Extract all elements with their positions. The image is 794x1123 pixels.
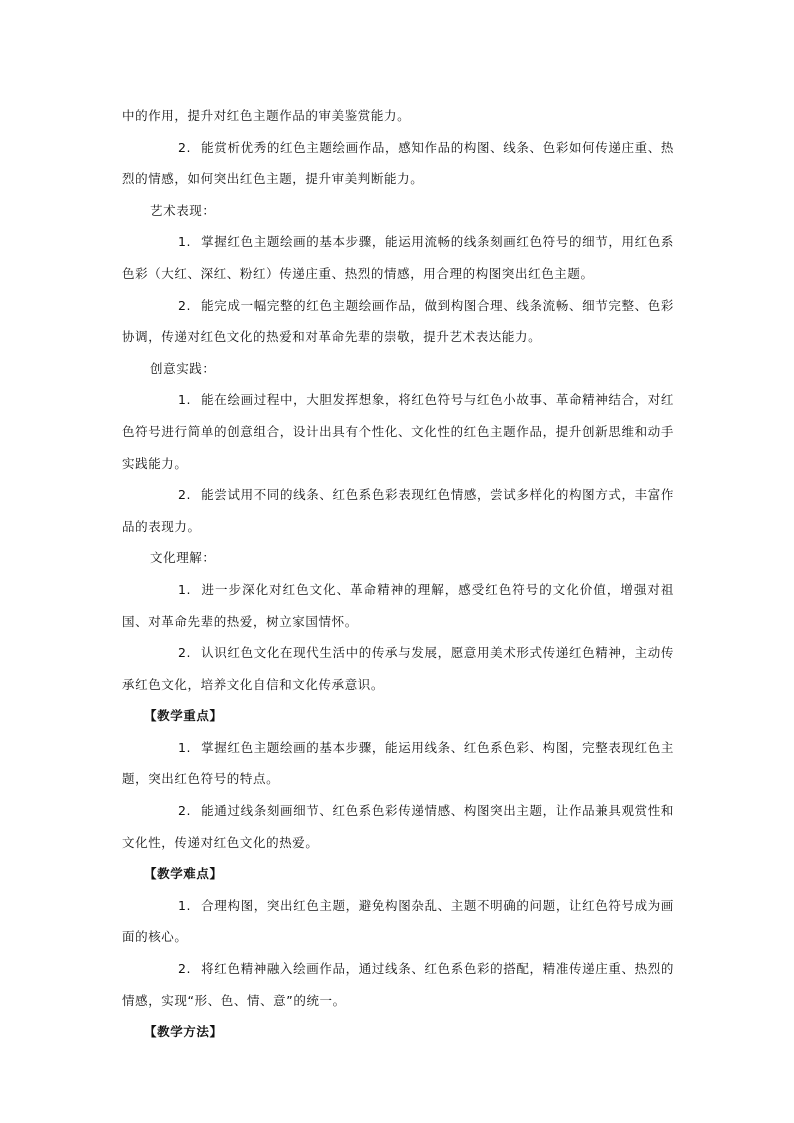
item-text: 掌握红色主题绘画的基本步骤，能运用线条、红色系色彩、构图，完整表现红色主题，突出红色符号的特点。: [122, 739, 674, 787]
heading-text: 【教学重点】: [144, 708, 223, 724]
section-heading-teaching-difficulty: [122, 858, 674, 890]
item-number: 1.: [178, 392, 192, 408]
item-text: 进一步深化对红色文化、革命精神的理解，感受红色符号的文化价值，增强对祖国、对革命先辈的热爱，树立家国情怀。: [122, 581, 674, 629]
item-text: 认识红色文化在现代生活中的传承与发展，愿意用美术形式传递红色精神，主动传承红色文化，培养文化自信和文化传承意识。: [122, 645, 674, 692]
item-number: 2.: [178, 803, 192, 819]
item-text: 能完成一幅完整的红色主题绘画作品，做到构图合理、线条流畅、细节完整、色彩协调，传递对红色文化的热爱和对革命先辈的崇敬，提升艺术表达能力。: [122, 297, 674, 345]
list-item: [122, 890, 674, 953]
list-item: [122, 479, 674, 542]
list-item: [122, 132, 674, 195]
section-heading-teaching-focus: [122, 700, 674, 732]
section-heading-teaching-method: [122, 1016, 674, 1048]
heading-text: 艺术表现：: [150, 202, 216, 218]
item-number: 1.: [178, 897, 192, 913]
item-text: 将红色精神融入绘画作品，通过线条、红色系色彩的搭配，精准传递庄重、热烈的情感，实现“形、色、情、意”的统一。: [122, 961, 674, 1008]
section-heading-cultural-understanding: [122, 542, 674, 574]
document-body: [122, 100, 674, 1048]
list-item: [122, 953, 674, 1016]
item-number: 2.: [178, 645, 192, 661]
item-number: 1.: [178, 739, 192, 755]
item-number: 2.: [178, 487, 192, 503]
item-text: 能通过线条刻画细节、红色系色彩传递情感、构图突出主题，让作品兼具观赏性和文化性，传递对红色文化的热爱。: [122, 803, 674, 850]
item-text: 掌握红色主题绘画的基本步骤，能运用流畅的线条刻画红色符号的细节，用红色系色彩（大红、深红、粉红）传递庄重、热烈的情感，用合理的构图突出红色主题。: [122, 234, 674, 281]
heading-text: 【教学难点】: [144, 866, 223, 882]
list-item: [122, 574, 674, 637]
list-item: [122, 290, 674, 353]
item-text: 能尝试用不同的线条、红色系色彩表现红色情感，尝试多样化的构图方式，丰富作品的表现力。: [122, 487, 674, 534]
item-text: 合理构图，突出红色主题，避免构图杂乱、主题不明确的问题，让红色符号成为画面的核心。: [122, 897, 674, 945]
section-heading-creative-practice: [122, 353, 674, 385]
list-item: [122, 637, 674, 700]
heading-text: 文化理解：: [150, 550, 216, 566]
list-item: [122, 732, 674, 795]
list-item: [122, 226, 674, 289]
list-item: [122, 384, 674, 479]
heading-text: 创意实践：: [150, 360, 216, 376]
list-item: [122, 795, 674, 858]
item-number: 1.: [178, 581, 192, 597]
paragraph-text: 中的作用，提升对红色主题作品的审美鉴赏能力。: [122, 108, 411, 123]
item-text: 能赏析优秀的红色主题绘画作品，感知作品的构图、线条、色彩如何传递庄重、热烈的情感，如何突出红色主题，提升审美判断能力。: [122, 139, 674, 187]
item-number: 2.: [178, 139, 192, 155]
section-heading-art-expression: [122, 195, 674, 227]
heading-text: 【教学方法】: [144, 1024, 223, 1040]
paragraph-continuation: [122, 100, 674, 132]
item-number: 1.: [178, 234, 192, 250]
item-text: 能在绘画过程中，大胆发挥想象，将红色符号与红色小故事、革命精神结合，对红色符号进行简单的创意组合，设计出具有个性化、文化性的红色主题作品，提升创新思维和动手实践能力。: [122, 392, 674, 471]
item-number: 2.: [178, 961, 192, 977]
item-number: 2.: [178, 297, 192, 313]
